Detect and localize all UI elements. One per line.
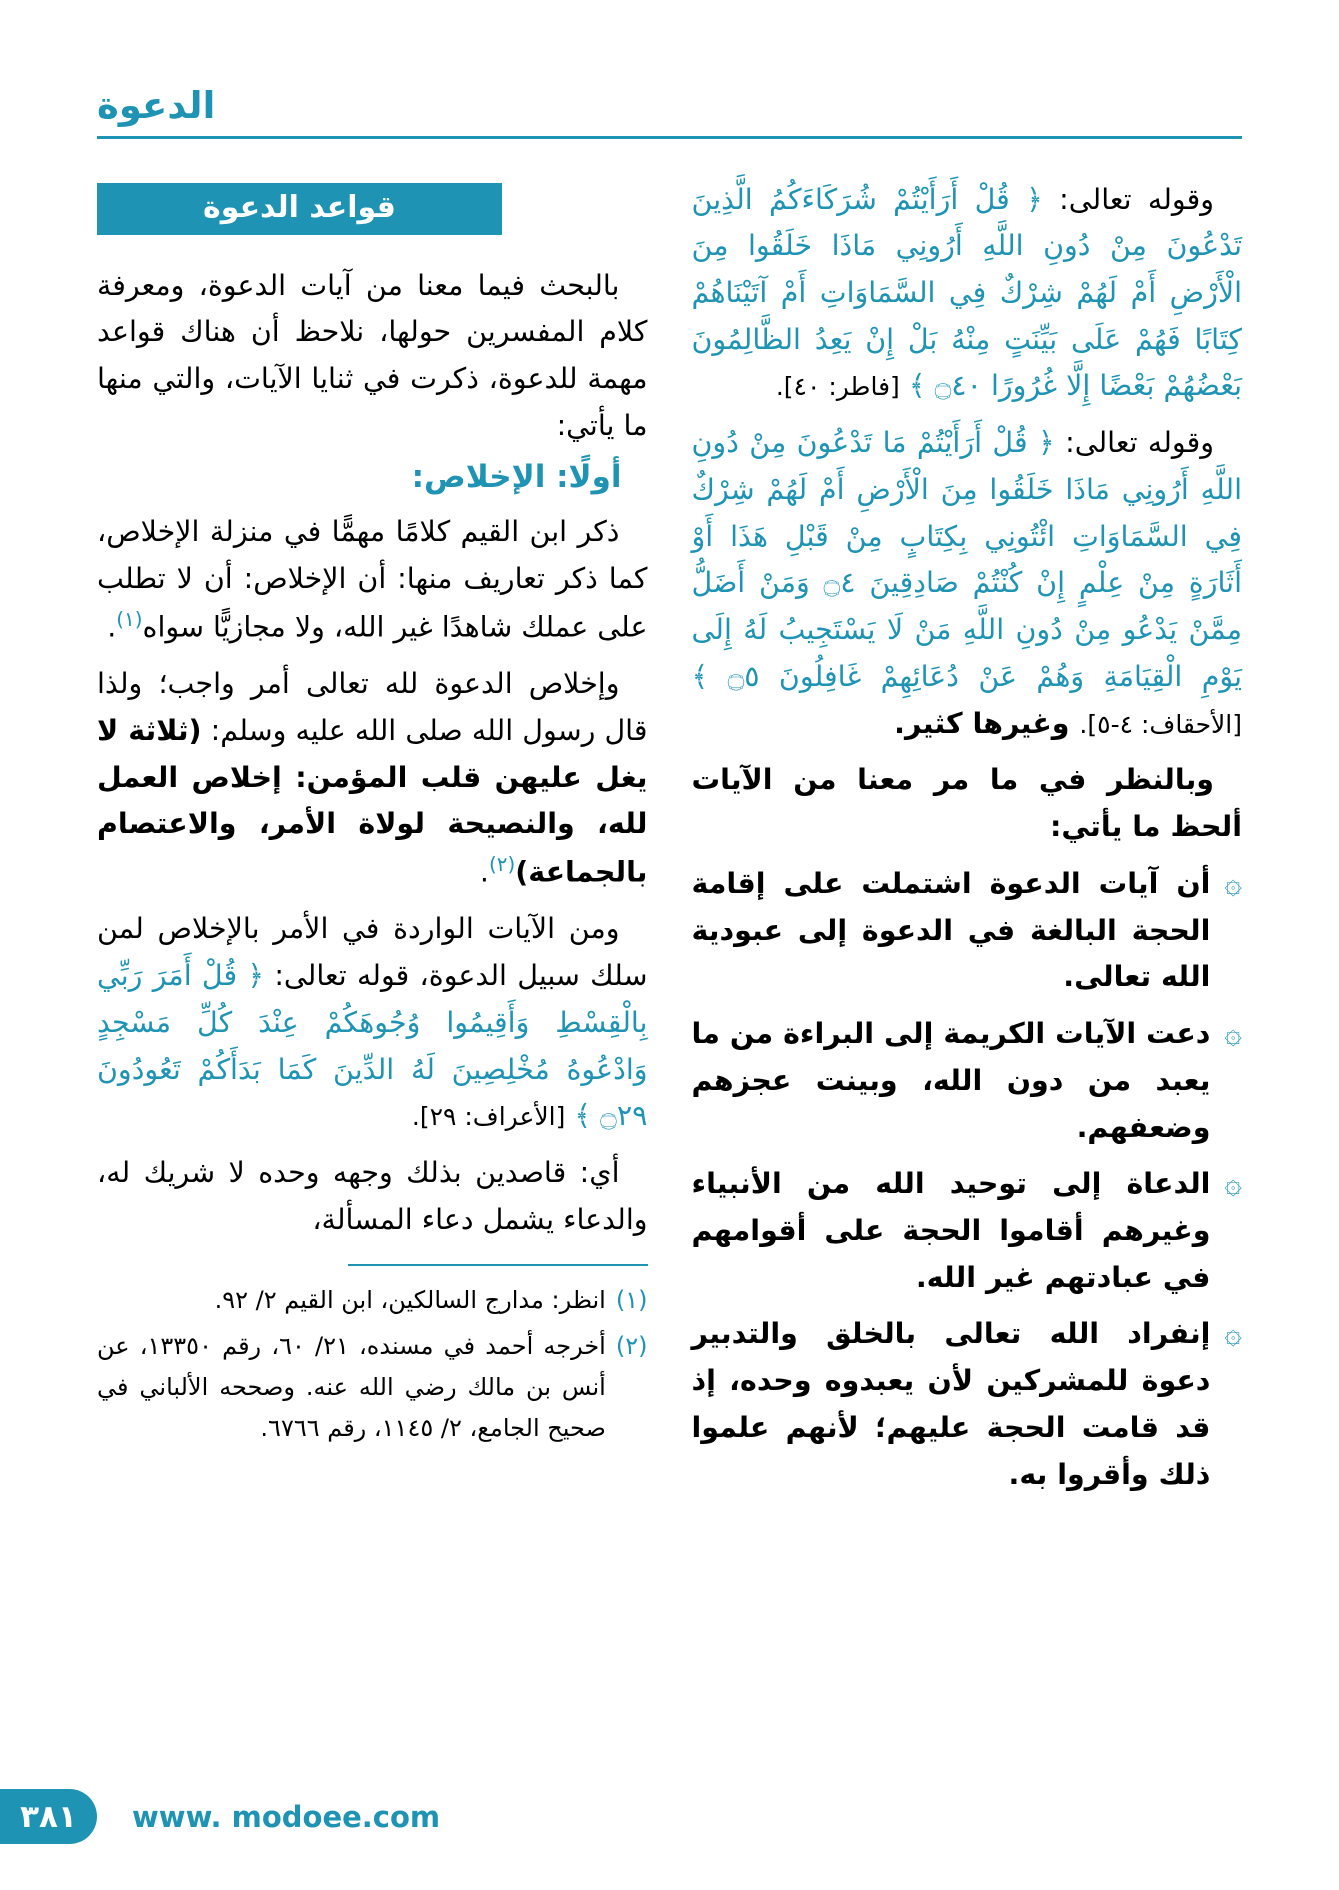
intro-text: ومن الآيات الواردة في الأمر بالإخلاص لمن سلك سبيل الدعوة، قوله تعالى: [97, 912, 648, 993]
paragraph-quote-araf [97, 906, 648, 1140]
flower-bullet-icon: ۞ [1224, 1316, 1242, 1352]
footnote-marker-1: (١) [116, 606, 143, 631]
paragraph-quote-fatir [692, 177, 1243, 411]
list-item [692, 1311, 1243, 1498]
list-item [692, 861, 1243, 1001]
footnote-marker-2: (٢) [488, 852, 516, 877]
verse-reference-ahqaf: [الأحقاف: ٤-٥]. [1079, 709, 1242, 739]
column-right [692, 177, 1243, 1509]
footnotes-section [97, 1264, 648, 1449]
footnote-text: أخرجه أحمد في مسنده، ٢١/ ٦٠، رقم ١٣٣٥٠، عن أنس بن مالك رضي الله عنه. وصححه الألباني في صحيح الجامع، ٢/ ١١٤٥، رقم ٦٧٦٦. [97, 1332, 606, 1442]
section-header [97, 183, 502, 235]
paragraph-explanation: أي: قاصدين بذلك وجهه وحده لا شريك له، والدعاء يشمل دعاء المسألة، [97, 1156, 648, 1236]
quran-verse-ahqaf: ﴿ قُلْ أَرَأَيْتُمْ مَا تَدْعُونَ مِنْ دُونِ اللَّهِ أَرُونِي مَاذَا خَلَقُوا مِنَ الْأَرْضِ أَمْ لَهُمْ شِرْكٌ فِي السَّمَاوَاتِ ائْتُونِي بِكِتَابٍ مِنْ قَبْلِ هَذَا أَوْ أَثَارَةٍ مِنْ عِلْمٍ إِنْ كُنْتُمْ صَادِقِينَ ۝٤ وَمَنْ أَضَلُّ مِمَّنْ يَدْعُو مِنْ دُونِ اللَّهِ مَنْ لَا يَسْتَجِيبُ لَهُ إِلَى يَوْمِ الْقِيَامَةِ وَهُمْ عَنْ دُعَائِهِمْ غَافِلُونَ ۝٥ ﴾ [691, 426, 1243, 693]
footnote-text: انظر: مدارج السالكين، ابن القيم ٢/ ٩٢. [214, 1285, 606, 1314]
intro-text: وقوله تعالى: [1054, 426, 1214, 460]
page-number-badge [0, 1789, 97, 1844]
flower-bullet-icon: ۞ [1224, 865, 1242, 901]
footnote-number: (٢) [615, 1332, 648, 1361]
footnote-divider [348, 1264, 648, 1266]
list-item-text: إنفراد الله تعالى بالخلق والتدبير دعوة للمشركين لأن يعبدوه وحده، إذ قد قامت الحجة عليهم؛ لأنهم علموا ذلك وأقروا به. [691, 1317, 1211, 1491]
paragraph-intro: بالبحث فيما معنا من آيات الدعوة، ومعرفة كلام المفسرين حولها، نلاحظ أن هناك قواعد مهمة للدعوة، ذكرت في ثنايا الآيات، والتي منها ما يأتي: [97, 268, 648, 442]
verse-reference-fatir: [فاطر: ٤٠]. [775, 372, 900, 402]
page-footer [0, 1789, 1339, 1844]
subheading-ikhlas: أولًا: الإخلاص: [411, 459, 622, 496]
list-item-text: دعت الآيات الكريمة إلى البراءة من ما يعبد من دون الله، وبينت عجزهم وضعفهم. [691, 1017, 1211, 1144]
website-text: www. modoee.com [132, 1799, 441, 1834]
flower-bullet-icon: ۞ [1224, 1016, 1242, 1052]
body-text: ذكر ابن القيم كلامًا مهمًّا في منزلة الإخلاص، كما ذكر تعاريف منها: أن الإخلاص: أن لا تطلب على عملك شاهدًا غير الله، ولا مجازيًّا سواه [97, 515, 648, 644]
content-columns [97, 177, 1242, 1509]
closing-remark: وغيرها كثير. [894, 706, 1080, 740]
quran-verse-araf: ﴿ قُلْ أَمَرَ رَبِّي بِالْقِسْطِ وَأَقِيمُوا وُجُوهَكُمْ عِنْدَ كُلِّ مَسْجِدٍ وَادْعُوهُ مُخْلِصِينَ لَهُ الدِّينَ كَمَا بَدَأَكُمْ تَعُودُونَ ۝٢٩ ﴾ [97, 959, 648, 1133]
intro-text: وقوله تعالى: [1042, 182, 1214, 216]
paragraph-observations-intro: وبالنظر في ما مر معنا من الآيات ألحظ ما يأتي: [691, 763, 1242, 844]
paragraph-hadith [97, 661, 648, 896]
flower-bullet-icon: ۞ [1224, 1166, 1242, 1202]
quran-verse-fatir: ﴿ قُلْ أَرَأَيْتُمْ شُرَكَاءَكُمُ الَّذِينَ تَدْعُونَ مِنْ دُونِ اللَّهِ أَرُونِي مَاذَا خَلَقُوا مِنَ الْأَرْضِ أَمْ لَهُمْ شِرْكٌ فِي السَّمَاوَاتِ أَمْ آتَيْنَاهُمْ كِتَابًا فَهُمْ عَلَى بَيِّنَتٍ مِنْهُ بَلْ إِنْ يَعِدُ الظَّالِمُونَ بَعْضُهُمْ بَعْضًا إِلَّا غُرُورًا ۝٤٠ ﴾ [691, 182, 1242, 403]
footnote [97, 1280, 648, 1321]
section-title: قواعد الدعوة [203, 189, 396, 225]
sentence-end: . [479, 855, 489, 889]
footnote-number: (١) [615, 1285, 648, 1314]
page-number: ٣٨١ [20, 1798, 77, 1835]
hadith-text: (ثلاثة لا يغل عليهن قلب المؤمن: إخلاص العمل لله، والنصيحة لولاة الأمر، والاعتصام بالجماعة) [97, 713, 648, 889]
list-item-text: أن آيات الدعوة اشتملت على إقامة الحجة البالغة في الدعوة إلى عبودية الله تعالى. [691, 866, 1211, 994]
sentence-end: . [107, 610, 117, 644]
paragraph-quote-ahqaf [692, 420, 1243, 747]
header-divider [97, 136, 1242, 139]
body-text: وإخلاص الدعوة لله تعالى أمر واجب؛ ولذا قال رسول الله صلى الله عليه وسلم: [97, 667, 648, 747]
list-item-text: الدعاة إلى توحيد الله من الأنبياء وغيرهم أقاموا الحجة على أقوامهم في عبادتهم غير الله. [691, 1167, 1211, 1294]
verse-reference-araf: [الأعراف: ٢٩]. [411, 1102, 566, 1132]
paragraph-ibn-qayyim [97, 509, 648, 651]
footnote [97, 1326, 648, 1448]
list-item [692, 1011, 1243, 1151]
page-header-title: الدعوة [97, 84, 216, 127]
list-item [692, 1161, 1243, 1301]
column-left [97, 177, 648, 1455]
page-header [97, 85, 1242, 139]
